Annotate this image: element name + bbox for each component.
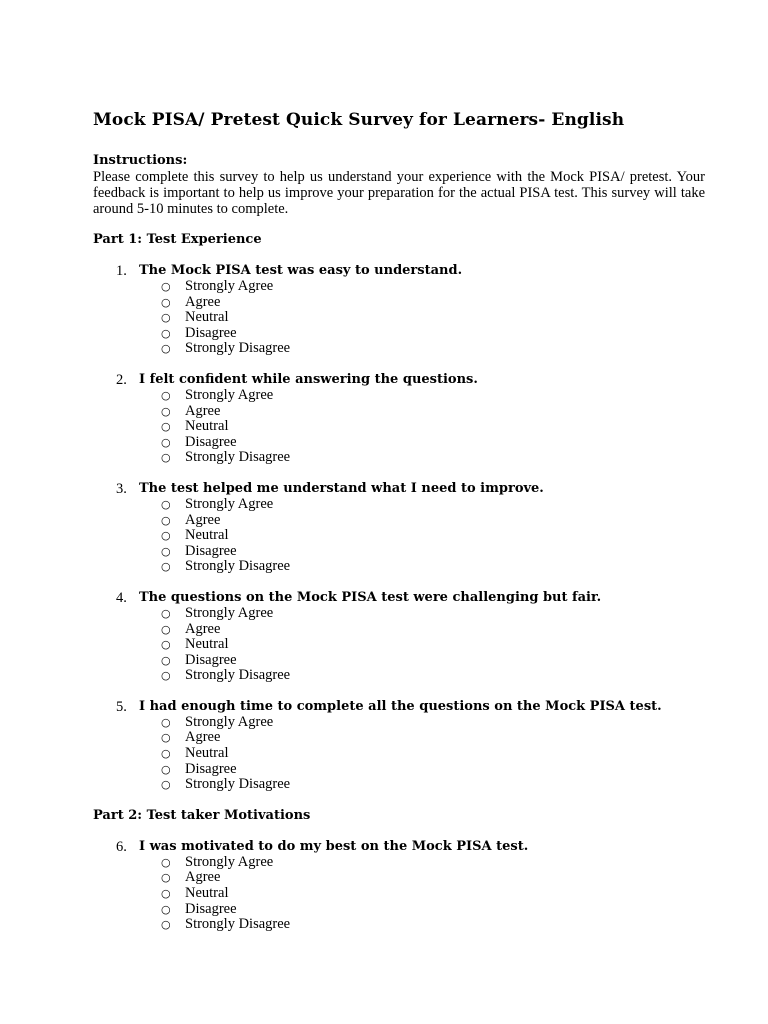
- option-label: Agree: [185, 869, 221, 886]
- answer-option[interactable]: [93, 404, 705, 420]
- question-number: 2.: [116, 371, 127, 388]
- circle-bullet-icon[interactable]: ○: [161, 435, 171, 449]
- option-label: Neutral: [185, 309, 229, 326]
- answer-option[interactable]: [93, 341, 705, 357]
- answer-options: [93, 388, 705, 466]
- circle-bullet-icon[interactable]: ○: [161, 855, 171, 869]
- answer-option[interactable]: [93, 450, 705, 466]
- answer-option[interactable]: [93, 715, 705, 731]
- survey-question: [93, 699, 705, 793]
- option-label: Strongly Agree: [185, 495, 274, 512]
- survey-document: [93, 108, 705, 933]
- option-label: Strongly Disagree: [185, 916, 291, 933]
- answer-option[interactable]: [93, 870, 705, 886]
- circle-bullet-icon[interactable]: ○: [161, 326, 171, 340]
- instructions-text: Please complete this survey to help us understand your experience with the Mock PISA/ pretest. Your feedback is important to help us improve your preparation for the actual PISA test. This survey will take around 5-10 minutes to complete.: [93, 169, 705, 217]
- circle-bullet-icon[interactable]: ○: [161, 902, 171, 916]
- circle-bullet-icon[interactable]: ○: [161, 295, 171, 309]
- circle-bullet-icon[interactable]: ○: [161, 420, 171, 434]
- answer-option[interactable]: [93, 730, 705, 746]
- answer-option[interactable]: [93, 559, 705, 575]
- circle-bullet-icon[interactable]: ○: [161, 311, 171, 325]
- option-label: Disagree: [185, 651, 237, 668]
- option-label: Disagree: [185, 900, 237, 917]
- option-label: Neutral: [185, 636, 229, 653]
- circle-bullet-icon[interactable]: ○: [161, 887, 171, 901]
- circle-bullet-icon[interactable]: ○: [161, 778, 171, 792]
- circle-bullet-icon[interactable]: ○: [161, 544, 171, 558]
- part-heading: Part 1: Test Experience: [93, 232, 262, 247]
- survey-question: [93, 263, 705, 357]
- question-number: 3.: [116, 480, 127, 497]
- answer-option[interactable]: [93, 855, 705, 871]
- answer-option[interactable]: [93, 777, 705, 793]
- survey-parts: [93, 232, 705, 933]
- option-label: Strongly Disagree: [185, 667, 291, 684]
- answer-option[interactable]: [93, 310, 705, 326]
- option-label: Agree: [185, 729, 221, 746]
- answer-option[interactable]: [93, 513, 705, 529]
- answer-option[interactable]: [93, 637, 705, 653]
- circle-bullet-icon[interactable]: ○: [161, 622, 171, 636]
- option-label: Agree: [185, 402, 221, 419]
- answer-options: [93, 497, 705, 575]
- answer-options: [93, 715, 705, 793]
- option-label: Strongly Agree: [185, 853, 274, 870]
- answer-option[interactable]: [93, 388, 705, 404]
- circle-bullet-icon[interactable]: ○: [161, 280, 171, 293]
- option-label: Agree: [185, 620, 221, 637]
- answer-option[interactable]: [93, 497, 705, 513]
- answer-option[interactable]: [93, 668, 705, 684]
- question-number: 6.: [116, 838, 127, 855]
- circle-bullet-icon[interactable]: ○: [161, 513, 171, 527]
- option-label: Neutral: [185, 418, 229, 435]
- question-number: 4.: [116, 589, 127, 606]
- answer-option[interactable]: [93, 606, 705, 622]
- document-title: Mock PISA/ Pretest Quick Survey for Learners- English: [93, 110, 625, 130]
- answer-option[interactable]: [93, 295, 705, 311]
- circle-bullet-icon[interactable]: ○: [161, 560, 171, 574]
- survey-question: [93, 372, 705, 466]
- circle-bullet-icon[interactable]: ○: [161, 715, 171, 729]
- answer-option[interactable]: [93, 419, 705, 435]
- answer-options: [93, 855, 705, 933]
- circle-bullet-icon[interactable]: ○: [161, 529, 171, 543]
- option-label: Disagree: [185, 542, 237, 559]
- option-label: Neutral: [185, 527, 229, 544]
- circle-bullet-icon[interactable]: ○: [161, 497, 171, 511]
- answer-option[interactable]: [93, 279, 705, 295]
- question-text: The test helped me understand what I need to improve.: [139, 480, 544, 496]
- answer-option[interactable]: [93, 528, 705, 544]
- question-text: The Mock PISA test was easy to understand.: [139, 263, 463, 278]
- answer-options: [93, 279, 705, 357]
- circle-bullet-icon[interactable]: ○: [161, 606, 171, 620]
- option-label: Strongly Agree: [185, 278, 274, 294]
- answer-options: [93, 606, 705, 684]
- circle-bullet-icon[interactable]: ○: [161, 918, 171, 932]
- option-label: Neutral: [185, 745, 229, 762]
- option-label: Disagree: [185, 324, 237, 341]
- option-label: Strongly Agree: [185, 713, 274, 730]
- answer-option[interactable]: [93, 746, 705, 762]
- question-number: 1.: [116, 263, 127, 279]
- option-label: Disagree: [185, 760, 237, 777]
- circle-bullet-icon[interactable]: ○: [161, 762, 171, 776]
- answer-option[interactable]: [93, 762, 705, 778]
- question-text: I had enough time to complete all the questions on the Mock PISA test.: [139, 698, 662, 714]
- answer-option[interactable]: [93, 622, 705, 638]
- circle-bullet-icon[interactable]: ○: [161, 669, 171, 683]
- circle-bullet-icon[interactable]: ○: [161, 342, 171, 356]
- question-text: I felt confident while answering the questions.: [139, 371, 478, 387]
- question-text: The questions on the Mock PISA test were challenging but fair.: [139, 589, 602, 605]
- survey-question: [93, 481, 705, 575]
- answer-option[interactable]: [93, 886, 705, 902]
- instructions-heading: Instructions:: [93, 153, 188, 168]
- option-label: Strongly Disagree: [185, 340, 291, 357]
- option-label: Disagree: [185, 433, 237, 450]
- circle-bullet-icon[interactable]: ○: [161, 731, 171, 745]
- answer-option[interactable]: [93, 902, 705, 918]
- circle-bullet-icon[interactable]: ○: [161, 871, 171, 885]
- answer-option[interactable]: [93, 326, 705, 342]
- part-heading: Part 2: Test taker Motivations: [93, 807, 311, 823]
- question-text: I was motivated to do my best on the Mock PISA test.: [139, 838, 529, 854]
- option-label: Agree: [185, 293, 221, 310]
- question-number: 5.: [116, 698, 127, 715]
- circle-bullet-icon[interactable]: ○: [161, 653, 171, 667]
- option-label: Strongly Agree: [185, 386, 274, 403]
- option-label: Strongly Disagree: [185, 558, 291, 575]
- survey-question: [93, 839, 705, 933]
- option-label: Strongly Disagree: [185, 776, 291, 793]
- circle-bullet-icon[interactable]: ○: [161, 638, 171, 652]
- answer-option[interactable]: [93, 917, 705, 933]
- answer-option[interactable]: [93, 544, 705, 560]
- circle-bullet-icon[interactable]: ○: [161, 388, 171, 402]
- circle-bullet-icon[interactable]: ○: [161, 747, 171, 761]
- answer-option[interactable]: [93, 435, 705, 451]
- circle-bullet-icon[interactable]: ○: [161, 451, 171, 465]
- option-label: Strongly Disagree: [185, 449, 291, 466]
- option-label: Neutral: [185, 885, 229, 902]
- option-label: Agree: [185, 511, 221, 528]
- option-label: Strongly Agree: [185, 604, 274, 621]
- survey-question: [93, 590, 705, 684]
- answer-option[interactable]: [93, 653, 705, 669]
- circle-bullet-icon[interactable]: ○: [161, 404, 171, 418]
